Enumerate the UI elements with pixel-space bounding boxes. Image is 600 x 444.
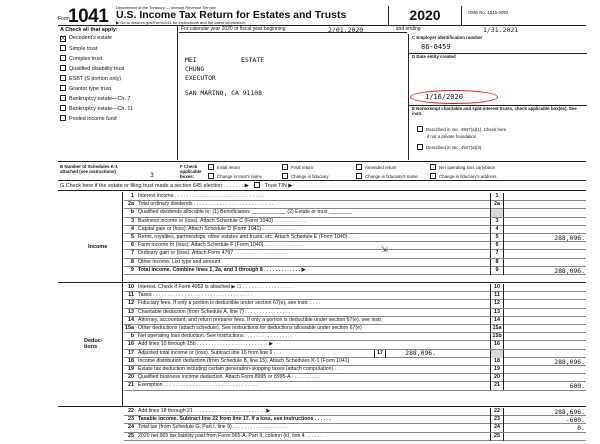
line-description: Total tax (from Schedule G, Part I, line 9) . . . . . . . . . . . . . . . . . . . — [138, 424, 287, 431]
line-description: Interest. Check if Form 4952 is attached ▶ ☐ . . . . . . . . . . . . . . . . . — [138, 284, 291, 290]
section-e-option-note: if not a private foundation — [427, 134, 477, 139]
line-number: 14 — [128, 316, 134, 323]
form-line-21 — [124, 382, 586, 390]
line-number: 11 — [128, 292, 134, 299]
checkbox[interactable] — [60, 65, 66, 71]
amount-field[interactable]: 0. — [577, 424, 585, 433]
line-description: Income distribution deduction (from Schedule B, line 15). Attach Schedules K-1 (Form 1041) — [138, 357, 350, 364]
entity-option[interactable]: Simple trust — [60, 45, 97, 52]
form-line-13 — [124, 309, 586, 317]
estate-name-address — [179, 34, 407, 160]
section-separator — [58, 282, 586, 283]
income-label: Income — [88, 244, 108, 250]
line-box-number: 3 — [490, 218, 504, 226]
trust-tin-label: Trust TIN ▶ — [264, 183, 293, 189]
checkbox-checked[interactable]: X — [61, 36, 66, 42]
line-number: 20 — [128, 374, 134, 381]
entity-option[interactable]: Bankruptcy estate—Ch. 11 — [60, 105, 133, 112]
line-box-number: 12 — [490, 300, 504, 308]
checkbox[interactable] — [60, 105, 66, 111]
checkbox[interactable] — [60, 95, 66, 101]
inline-amount-field[interactable]: 288,096. — [405, 348, 436, 357]
line-description: Ordinary gain or (loss). Attach Form 4797 . . . . . . . . . . . . . . . . . . . — [138, 250, 288, 257]
line-box-number: 19 — [490, 366, 504, 374]
line-description: Qualified dividends allocable to: (1) Beneficiaries ____________ (2) Estate or trust ________ — [138, 209, 352, 216]
line-box-number: 1 — [490, 193, 504, 201]
line-number: 5 — [131, 234, 134, 240]
tax-year: 2020 — [388, 6, 462, 25]
address-line[interactable]: SAN MARINO, CA 91108 — [185, 89, 262, 97]
checkbox[interactable] — [254, 182, 260, 188]
form-line-9 — [124, 267, 586, 275]
line-number: 15a — [125, 325, 134, 331]
form-line-25 — [124, 433, 586, 441]
line-number: 4 — [131, 225, 134, 232]
line-number: 19 — [128, 366, 134, 372]
amount-field[interactable]: 600. — [569, 382, 585, 391]
form-line-4 — [124, 226, 586, 234]
line-box-number: 21 — [490, 382, 504, 390]
f-option[interactable]: Change in fiduciary — [282, 173, 329, 179]
section-e-option[interactable]: Described in sec. 4947(a)(1). Check here — [417, 126, 506, 132]
line-box-number: 25 — [490, 433, 504, 441]
section-e-option[interactable]: Described in sec. 4947(a)(2) — [417, 144, 481, 150]
f-label: F Check applicable boxes: — [180, 164, 202, 179]
f-option[interactable]: Change in fiduciary's address — [430, 173, 496, 179]
name-line-3[interactable]: EXECUTOR — [185, 74, 216, 82]
row-b-f — [58, 161, 586, 181]
entity-option[interactable]: Qualified disability trust — [60, 65, 124, 72]
form-line-22 — [124, 408, 586, 416]
fiscal-year-end-label: , and ending — [393, 26, 421, 32]
section-a-title: A Check all that apply: — [60, 27, 118, 33]
line-description: Qualified business income deduction. Attach Form 8995 or 8995-A . . . . . . . . . . — [138, 374, 320, 381]
line-number: 25 — [128, 432, 134, 439]
line-description: Exemption . . . . . . . . . . . . . . . . . . . . . . . . . . . . . . . . . — [138, 382, 258, 389]
f-option[interactable]: Final return — [282, 164, 313, 170]
line-number: 12 — [128, 300, 134, 307]
form-line-23 — [124, 416, 586, 424]
income-section — [58, 192, 123, 282]
line-number: 13 — [128, 308, 134, 315]
line-box-number: 15a — [490, 325, 504, 333]
line-box-number: 13 — [490, 309, 504, 317]
entity-option[interactable]: X Decedent's estate — [61, 35, 112, 42]
section-a-entity-type — [58, 26, 178, 160]
form-line-3 — [124, 218, 586, 226]
ein-label: C Employer identification number — [412, 35, 483, 40]
omb-number: OMB No. 1545-0092 — [468, 10, 509, 15]
line-box-number: 6 — [490, 242, 504, 250]
entity-option[interactable]: Complex trust — [60, 55, 102, 62]
line-description: Total income. Combine lines 1, 2a, and 3 through 8 . . . . . . . . . . . . . ▶ — [138, 266, 306, 273]
form-line-19 — [124, 366, 586, 374]
form-line-1 — [124, 193, 586, 201]
f-option[interactable]: Amended return — [356, 164, 397, 170]
line-number: 21 — [128, 382, 134, 389]
line-box-number — [490, 350, 504, 358]
line-description: Interest income . . . . . . . . . . . . . . . . . . . . . . . . . . . . . . . — [138, 193, 263, 199]
inline-line-box: 17 — [374, 350, 386, 358]
line-description: 2020 net 965 tax liability paid from Form 965-A, Part II, column (k), line 4 . . . . . . — [138, 432, 322, 439]
name-line-2[interactable]: CHUNG — [185, 65, 205, 73]
ein-value[interactable]: 86-6459 — [421, 43, 451, 51]
line-description: Net operating loss deduction. See instructions . . . . . . . . . . . . . . . . . — [138, 333, 293, 340]
line-description: Taxes . . . . . . . . . . . . . . . . . . . . . . . . . . . . . . . . . . . — [138, 292, 253, 299]
line-box-number: 10 — [490, 284, 504, 292]
line-description: Total ordinary dividends . . . . . . . . . . . . . . . . . . . . . . . . . . . . — [138, 201, 274, 208]
checkbox[interactable] — [60, 55, 66, 61]
line-number: 23 — [128, 416, 134, 423]
checkbox[interactable] — [60, 85, 66, 91]
line-description: Adjusted total income or (loss). Subtract line 16 from line 9 . . . — [138, 349, 282, 356]
checkbox[interactable] — [282, 164, 288, 170]
line-box-number: 11 — [490, 292, 504, 300]
amount-field[interactable]: 288,696. — [554, 408, 585, 416]
line-number: 3 — [131, 217, 134, 224]
entity-option[interactable]: Pooled income fund — [60, 115, 117, 122]
f-option[interactable]: Initial return — [208, 164, 240, 170]
section-separator — [58, 406, 586, 407]
line-number: 7 — [131, 250, 134, 257]
f-option[interactable]: Net operating loss carryback — [430, 164, 495, 170]
line-number: 17 — [128, 349, 134, 356]
line-box-number: 8 — [490, 259, 504, 267]
instructions-link[interactable]: ▶ Go to www.irs.gov/Form1041 for instructions and the latest information. — [116, 20, 247, 25]
form-number: 1041 — [68, 6, 109, 27]
checkbox[interactable] — [417, 126, 423, 132]
form-line-11 — [124, 292, 586, 300]
line-box-number: 15b — [490, 333, 504, 341]
line-box-number: 7 — [490, 250, 504, 258]
form-line-14 — [124, 317, 586, 325]
form-line-24 — [124, 424, 586, 432]
checkbox[interactable] — [430, 164, 436, 170]
checkbox[interactable] — [60, 115, 66, 121]
line-description: Farm income or (loss). Attach Schedule F (Form 1040) . . . . . . . . . . . . . . — [138, 242, 304, 249]
line-description: Other deductions (attach schedule). See instructions for deductions allowable under section 67(e) — [138, 325, 362, 331]
line-box-number: 9 — [490, 267, 504, 275]
line-number: 24 — [128, 424, 134, 431]
entity-option[interactable]: Grantor type trust — [60, 85, 111, 92]
line-box-number: 24 — [490, 424, 504, 432]
line-description: Rents, royalties, partnerships, other estates and trusts, etc. Attach Schedule E (Form 1040) . . . — [138, 234, 356, 240]
section-c-d-e — [408, 34, 586, 160]
checkbox[interactable] — [282, 173, 288, 179]
amount-field[interactable]: 288,096. — [554, 266, 585, 275]
line-box-number: 16 — [490, 341, 504, 349]
form-line-8 — [124, 259, 586, 267]
form-line-20 — [124, 374, 586, 382]
name-line-1b[interactable]: ESTATE — [241, 56, 265, 64]
checkbox[interactable] — [60, 45, 66, 51]
line-description: Estate tax deduction including certain generation-skipping taxes (attach computation) . . — [138, 366, 339, 372]
line-box-number: 14 — [490, 317, 504, 325]
form-line-12 — [124, 300, 586, 308]
checkbox[interactable] — [60, 75, 66, 81]
line-description: Add lines 10 through 15b . . . . . . . . . . . . . . . . . . . . . . . . . ▶ — [138, 341, 274, 348]
line-number: 9 — [131, 266, 134, 273]
form-line-b — [124, 209, 586, 217]
line-number: 10 — [128, 284, 134, 290]
line-number: 18 — [128, 357, 134, 364]
line-box-number — [490, 209, 504, 217]
section-e-label: E Nonexempt charitable and split-interest trusts, check applicable box(es). See instr. — [412, 106, 577, 116]
f-option[interactable]: Change in trust's name — [208, 173, 262, 179]
date-created-label: D Date entity created — [412, 54, 456, 59]
form-line-18 — [124, 358, 586, 366]
line-description: Taxable income. Subtract line 22 from line 17. If a loss, see instructions . . . . . . — [138, 416, 331, 423]
checkbox[interactable] — [356, 164, 362, 170]
line-description: Charitable deduction (from Schedule A, line 7) . . . . . . . . . . . . . . . . . — [138, 308, 293, 315]
form-line-16 — [124, 341, 586, 349]
fiscal-year-end[interactable]: 1/31.2021 — [483, 26, 519, 34]
fiscal-year-begin[interactable]: 2/01.2020 — [328, 26, 364, 34]
checkbox[interactable] — [430, 173, 436, 179]
k1-count-value[interactable]: 3 — [150, 171, 154, 179]
form-line-10 — [124, 284, 586, 292]
form-1041-page — [58, 4, 586, 440]
form-line-6 — [124, 242, 586, 250]
form-header — [58, 4, 586, 26]
form-line-5 — [124, 234, 586, 242]
line-description: Other income. List type and amount — [138, 258, 221, 265]
checkbox[interactable] — [208, 164, 214, 170]
checkbox[interactable] — [208, 173, 214, 179]
line-box-number: 23 — [490, 416, 504, 424]
calendar-year-label: For calendar year 2020 or fiscal year beginning — [179, 26, 407, 33]
amount-field[interactable]: 288,096. — [554, 234, 585, 242]
line-number: 2a — [128, 201, 134, 208]
department-line: Department of the Treasury — Internal Revenue Service — [116, 5, 216, 10]
k1-count-label: B Number of Schedules K-1 attached (see instructions) — [60, 164, 118, 174]
form-line-7 — [124, 250, 586, 258]
line-box-number: 20 — [490, 374, 504, 382]
form-line-15a — [124, 325, 586, 333]
deductions-label: Deduc- tions — [84, 338, 103, 350]
checkbox[interactable] — [417, 144, 423, 150]
f-option[interactable]: Change in fiduciary's name — [356, 173, 418, 179]
amount-field[interactable]: 288,096. — [554, 357, 585, 366]
name-line-1a[interactable]: MEI — [185, 56, 197, 64]
line-number: 1 — [131, 193, 134, 199]
entity-option[interactable]: ESBT (S portion only) — [60, 75, 121, 82]
line-description: Business income or (loss). Attach Schedule C (Form 1040) . . . . . . . . . . . . — [138, 217, 308, 224]
form-line-2a — [124, 201, 586, 209]
row-g-label: G Check here if the estate or filing trust made a section 645 election . . . . . . . ▶ — [60, 183, 249, 189]
entity-option[interactable]: Bankruptcy estate—Ch. 7 — [60, 95, 130, 102]
form-line-17 — [124, 350, 586, 358]
form-word: Form — [58, 16, 70, 22]
form-title: U.S. Income Tax Return for Estates and Trusts — [116, 9, 347, 21]
line-description: Add lines 18 through 21 . . . . . . . . . . . . . . . . . . . . . . . . . ▶ — [138, 408, 271, 414]
line-description: Attorney, accountant, and return preparer fees. If only a portion is deductible under section 67(e), see instr. — [138, 316, 383, 323]
row-g-645-election — [58, 182, 586, 191]
line-box-number: 18 — [490, 358, 504, 366]
date-created-value[interactable]: 1/16/2020 — [425, 93, 463, 101]
line-description: Fiduciary fees. If only a portion is deductible under section 67(e), see instr. . . . . — [138, 300, 321, 307]
line-number: 8 — [131, 258, 134, 265]
line-number: b — [130, 209, 134, 216]
line-box-number: 22 — [490, 408, 504, 416]
line-number: b — [130, 333, 134, 340]
form-line-b — [124, 333, 586, 341]
checkbox[interactable] — [356, 173, 362, 179]
line-number: 6 — [131, 242, 134, 249]
line-number: 16 — [128, 341, 134, 348]
line-number: 22 — [128, 408, 134, 414]
line-box-number: 5 — [490, 234, 504, 242]
line-box-number: 4 — [490, 226, 504, 234]
mouse-cursor-icon: ⇲ — [381, 245, 388, 254]
line-box-number: 2a — [490, 201, 504, 209]
amount-field[interactable]: -600. — [565, 416, 585, 425]
line-description: Capital gain or (loss). Attach Schedule D (Form 1041) . . . . . . . . . . . . . . — [138, 225, 302, 232]
